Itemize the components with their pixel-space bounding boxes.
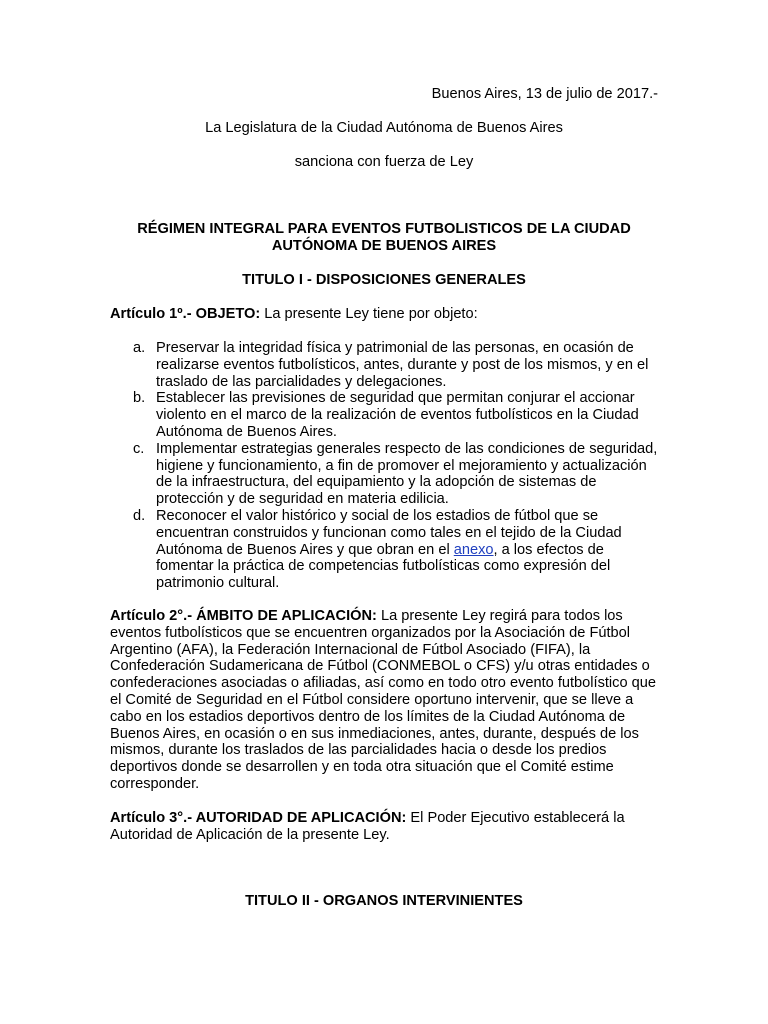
list-marker: b.	[133, 390, 146, 407]
article-2-text: La presente Ley regirá para todos los eventos futbolísticos que se encuentren organizados por la Asociación de Fútbol Argentino (AFA), la Federación Internacional de Fútbol Asociado (FIFA), la Confederación Sudamericana de Fútbol (CONMEBOL o CFS) y/u otras entidades o confederaciones asociadas o afiliadas, así como en todo otro evento futbolístico que el Comité de Seguridad en el Fútbol considere oportuno intervenir, que se lleve a cabo en los estadios deportivos dentro de los límites de la Ciudad Autónoma de Buenos Aires, en ocasión o en sus inmediaciones, antes, durante, después de los mismos, durante los traslados de las parcialidades hacia o desde los predios deportivos donde se desarrollen y en toda otra situación que el Comité estime corresponder.	[110, 608, 656, 792]
law-title: RÉGIMEN INTEGRAL PARA EVENTOS FUTBOLISTICOS DE LA CIUDAD AUTÓNOMA DE BUENOS AIRES	[137, 221, 631, 254]
list-marker: c.	[133, 440, 145, 457]
article-3	[110, 810, 658, 844]
list-marker: a.	[133, 340, 146, 356]
title-1-heading: TITULO I - DISPOSICIONES GENERALES	[242, 272, 526, 288]
objective-text-before-link: Reconocer el valor histórico y social de los estadios de fútbol que se encuentran construidos y funcionan como tales en el tejido de la Ciudad Autónoma de Buenos Aires y que obran en el	[156, 507, 622, 558]
article-2	[110, 608, 658, 793]
objective-item-c	[110, 441, 658, 508]
objective-text: Preservar la integridad física y patrimonial de las personas, en ocasión de realizarse eventos futbolísticos, antes, durante y post de los mismos, y en el traslado de las parcialidades y delegaciones.	[156, 340, 649, 390]
objective-item-d	[110, 508, 658, 592]
date-line: Buenos Aires, 13 de julio de 2017.-	[431, 86, 658, 102]
article-1-text: La presente Ley tiene por objeto:	[260, 306, 478, 322]
article-3-text: El Poder Ejecutivo establecerá la Autoridad de Aplicación de la presente Ley.	[110, 810, 625, 843]
anexo-link[interactable]: anexo	[453, 541, 494, 558]
legislature-line: La Legislatura de la Ciudad Autónoma de Buenos Aires	[205, 120, 563, 136]
objective-text-after-link: , a los efectos de fomentar la práctica de competencias futbolísticas como expresión del patrimonio cultural.	[156, 541, 611, 592]
objective-text: Implementar estrategias generales respecto de las condiciones de seguridad, higiene y funcionamiento, a fin de promover el mejoramiento y actualización de la infraestructura, del equipamiento y la adopción de sistemas de protección y de seguridad en materia edilicia.	[156, 440, 658, 508]
list-marker: d.	[133, 507, 146, 524]
article-2-heading: Artículo 2°.- ÁMBITO DE APLICACIÓN:	[110, 608, 377, 624]
objective-text: Establecer las previsiones de seguridad que permitan conjurar el accionar violento en el marco de la realización de eventos futbolísticos en la Ciudad Autónoma de Buenos Aires.	[156, 390, 639, 440]
article-3-heading: Artículo 3°.- AUTORIDAD DE APLICACIÓN:	[110, 810, 407, 826]
objective-item-b	[110, 390, 658, 440]
article-1-heading: Artículo 1º.- OBJETO:	[110, 306, 261, 322]
title-2-heading: TITULO II - ORGANOS INTERVINIENTES	[245, 893, 523, 909]
objective-item-a	[110, 340, 658, 390]
objectives-list	[110, 340, 658, 592]
sanction-line: sanciona con fuerza de Ley	[294, 154, 474, 170]
article-1	[110, 306, 658, 323]
